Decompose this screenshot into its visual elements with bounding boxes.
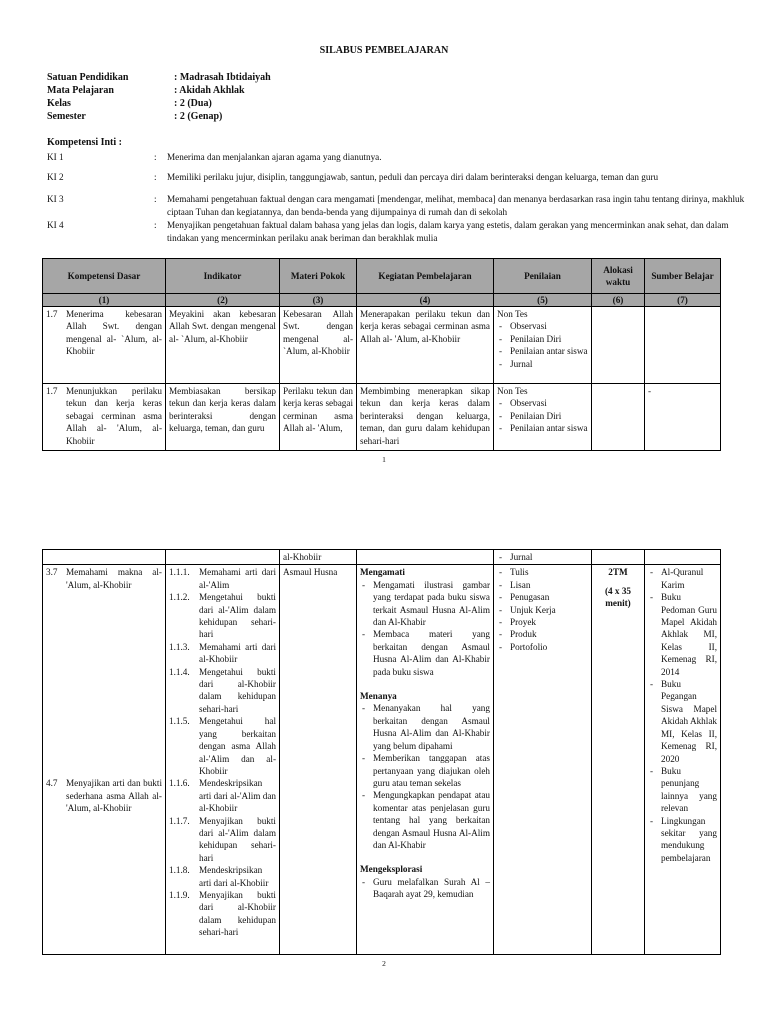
kd-cell [43, 384, 166, 451]
alokasi-cell [592, 550, 645, 565]
column-number: (5) [494, 294, 592, 307]
list-item: - Observasi [497, 320, 588, 332]
indikator-number: 1.1.8. [169, 865, 190, 876]
kd-number: 1.7 [46, 309, 58, 319]
kd-cell [43, 550, 166, 565]
column-header: Alokasi waktu [592, 259, 645, 294]
list-item: - Penilaian Diri [497, 333, 588, 345]
ki-code: KI 1 [47, 152, 64, 162]
alokasi-detail: (4 x 35 menit) [604, 585, 632, 609]
list-item: - Observasi [497, 397, 588, 409]
indikator-text: Memahami arti dari al-Khobiir [199, 641, 276, 665]
indikator-text: Mendeskripsikan arti dari al-Khobiir [199, 865, 269, 888]
kegiatan-cell [357, 565, 494, 955]
identity-label: Satuan Pendidikan [47, 72, 129, 83]
indikator-text: Mengetahui hal yang berkaitan dengan asma Allah al-'Alim dan al-Khobiir [199, 716, 276, 776]
list-item: - Jurnal [497, 551, 588, 563]
column-number: (6) [592, 294, 645, 307]
indikator-text: Menyajikan bukti dari al-'Alim dalam kehidupan sehari-hari [199, 815, 276, 863]
penilaian-cell [494, 384, 592, 451]
kegiatan-cell: Menerapakan perilaku tekun dan kerja keras sebagai cerminan asma Allah al- 'Alum, al-Khobiir [357, 307, 494, 384]
indikator-text: Menyajikan bukti dari al-Khobiir dalam kehidupan sehari-hari [199, 889, 276, 938]
list-item: - Lisan [497, 579, 588, 591]
document-title: SILABUS PEMBELAJARAN [319, 45, 449, 56]
column-header: Penilaian [494, 259, 592, 294]
list-item: - Lingkungan sekitar yang mendukung pembelajaran [648, 815, 717, 865]
penilaian-list [497, 551, 588, 563]
identity-value: : Akidah Akhlak [174, 85, 245, 96]
indikator-text: Memahami arti dari al-'Alim [199, 567, 276, 590]
column-number-row [43, 294, 721, 307]
list-item: - Unjuk Kerja [497, 604, 588, 616]
sumber-cell: - [645, 384, 721, 451]
indikator-number: 1.1.7. [169, 815, 190, 826]
identity-label: Kelas [47, 98, 71, 109]
identity-row [47, 84, 271, 97]
indikator-number: 1.1.5. [169, 716, 190, 727]
page-number: 1 [382, 455, 386, 464]
identity-row [47, 97, 271, 110]
column-header: Kompetensi Dasar [43, 259, 166, 294]
list-item [169, 864, 276, 889]
ki-text: Menerima dan menjalankan ajaran agama yang dianutnya. [167, 152, 382, 162]
penilaian-cell [494, 307, 592, 384]
ki-text: Memiliki perilaku jujur, disiplin, tanggungjawab, santun, peduli dan percaya diri dalam berinteraksi dengan keluarga, teman dan guru [167, 172, 659, 182]
list-item: - Menanyakan hal yang berkaitan dengan Asmaul Husna Al-Alim dan Al-Khabir yang belum dipahami [360, 702, 490, 752]
list-item: - Portofolio [497, 641, 588, 653]
document-page-1 [0, 0, 768, 480]
kd-text: Menerima kebesaran Allah Swt. dengan mengenal al- `Alum, al-Khobiir [66, 309, 162, 357]
syllabus-table-page-2 [42, 549, 721, 955]
list-item: - Al-Quranul Karim [648, 566, 717, 591]
kd-text: Menyajikan arti dan bukti sederhana asma Allah al-'Alum, al-Khobiir [66, 778, 162, 814]
list-item: - Memberikan tanggapan atas pertanyaan yang diajukan oleh guru atau teman sekelas [360, 752, 490, 789]
kegiatan-heading: Menanya [360, 691, 397, 702]
indikator-text: Mengetahui bukti dari al-'Alim dalam kehidupan sehari-hari [199, 592, 276, 640]
ki-code: KI 2 [47, 172, 64, 182]
column-header: Kegiatan Pembelajaran [357, 259, 494, 294]
identity-row [47, 110, 271, 123]
ki-colon: : [154, 172, 157, 182]
identity-row [47, 71, 271, 84]
alokasi-cell [592, 384, 645, 451]
identity-label: Mata Pelajaran [47, 85, 114, 96]
list-item: - Jurnal [497, 358, 588, 370]
column-number: (7) [645, 294, 721, 307]
kegiatan-list [360, 579, 490, 678]
list-item: - Produk [497, 628, 588, 640]
kd-number: 1.7 [46, 386, 58, 396]
materi-cell: Perilaku tekun dan kerja keras sebagai cerminan asma Allah al- 'Alum, [280, 384, 357, 451]
kd-number: 3.7 [46, 567, 58, 578]
list-item [169, 566, 276, 591]
materi-cell: al-Khobiir [280, 550, 357, 565]
list-item [169, 889, 276, 939]
list-item: - Mengungkapkan pendapat atau komentar atas penjelasan guru tentang hal yang berkaitan dengan Asmaul Husna Al-Alim dan Al-Khabir [360, 789, 490, 851]
kegiatan-heading: Mengeksplorasi [360, 864, 423, 875]
list-item: - Guru melafalkan Surah Al – Baqarah ayat 29, kemudian [360, 876, 490, 901]
column-header: Materi Pokok [280, 259, 357, 294]
kd-item [46, 385, 162, 447]
penilaian-list [497, 320, 588, 370]
list-item [169, 777, 276, 814]
alokasi-value: 2TM [608, 567, 628, 578]
kegiatan-cell: Membimbing menerapkan sikap tekun dan kerja keras dalam berinteraksi dengan keluarga, teman, dan guru dalam kehidupan sehari-hari [357, 384, 494, 451]
column-header: Indikator [166, 259, 280, 294]
indikator-cell: Meyakini akan kebesaran Allah Swt. dengan mengenal al- `Alum, al-Khobiir [166, 307, 280, 384]
materi-cell: Asmaul Husna [280, 565, 357, 955]
list-item: - Penilaian antar siswa [497, 345, 588, 357]
sumber-cell [645, 307, 721, 384]
list-item: - Membaca materi yang berkaitan dengan Asmaul Husna Al-Alim dan Al-Khabir pada buku siswa [360, 628, 490, 678]
document-page-2 [0, 540, 768, 1024]
ki-heading: Kompetensi Inti : [47, 137, 122, 148]
identity-value: : 2 (Genap) [174, 111, 223, 122]
list-item [169, 591, 276, 641]
penilaian-list [497, 397, 588, 434]
indikator-text: Mendeskripsikan arti dari al-'Alim dan al-Khobiir [199, 778, 276, 814]
page-number: 2 [382, 959, 386, 968]
indikator-number: 1.1.2. [169, 592, 190, 603]
table-row [43, 565, 721, 955]
indikator-number: 1.1.4. [169, 666, 190, 677]
indikator-number: 1.1.1. [169, 567, 190, 578]
list-item: - Penugasan [497, 591, 588, 603]
indikator-cell [166, 565, 280, 955]
materi-cell: Kebesaran Allah Swt. dengan mengenal al-`Alum, al-Khobiir [280, 307, 357, 384]
column-number: (4) [357, 294, 494, 307]
indikator-list [169, 566, 276, 938]
penilaian-heading: Non Tes [497, 309, 528, 319]
penilaian-list [497, 566, 588, 653]
list-item: - Penilaian Diri [497, 410, 588, 422]
kegiatan-heading: Mengamati [360, 567, 405, 578]
list-item: - Penilaian antar siswa [497, 422, 588, 434]
ki-code: KI 4 [47, 220, 64, 230]
ki-colon: : [154, 152, 157, 162]
list-item [169, 815, 276, 865]
table-row [43, 550, 721, 565]
identity-label: Semester [47, 111, 86, 122]
indikator-cell: Membiasakan bersikap tekun dan kerja keras dalam berinteraksi dengan keluarga, teman, dan guru [166, 384, 280, 451]
sumber-cell [645, 565, 721, 955]
table-row [43, 307, 721, 384]
kd-item [46, 308, 162, 358]
penilaian-heading: Non Tes [497, 386, 528, 396]
ki-colon: : [154, 194, 157, 204]
sumber-list [648, 566, 717, 864]
indikator-number: 1.1.3. [169, 641, 190, 652]
identity-value: : Madrasah Ibtidaiyah [174, 72, 271, 83]
identity-block [47, 71, 271, 123]
list-item [169, 715, 276, 777]
alokasi-cell [592, 565, 645, 955]
identity-value: : 2 (Dua) [174, 98, 212, 109]
indikator-number: 1.1.9. [169, 889, 190, 900]
kegiatan-list [360, 702, 490, 851]
list-item: - Buku Pedoman Guru Mapel Akidah Akhlak MI, Kelas II, Kemenag RI, 2014 [648, 591, 717, 678]
list-item: - Buku penunjang lainnya yang relevan [648, 765, 717, 815]
kegiatan-cell [357, 550, 494, 565]
penilaian-cell [494, 550, 592, 565]
list-item [169, 666, 276, 716]
indikator-text: Mengetahui bukti dari al-Khobiir dalam kehidupan sehari-hari [199, 666, 276, 714]
syllabus-table-page-1 [42, 258, 721, 451]
kd-text: Memahami makna al-'Alum, al-Khobiir [66, 567, 162, 590]
ki-code: KI 3 [47, 194, 64, 204]
kd-text: Menunjukkan perilaku tekun dan kerja keras sebagai cerminan asma Allah al- 'Alum, al-Khobiir [66, 386, 162, 446]
list-item: - Proyek [497, 616, 588, 628]
column-number: (1) [43, 294, 166, 307]
kegiatan-list [360, 876, 490, 901]
list-item: - Buku Pegangan Siswa Mapel Akidah Akhlak MI, Kelas II, Kemenag RI, 2020 [648, 678, 717, 765]
column-number: (3) [280, 294, 357, 307]
sumber-cell [645, 550, 721, 565]
ki-text: Menyajikan pengetahuan faktual dalam bahasa yang jelas dan logis, dalam karya yang estetis, dalam gerakan yang mencerminkan anak sehat, dan dalam tindakan yang mencerminkan perilaku anak beriman dan berakhlak mulia [167, 220, 729, 243]
ki-text: Memahami pengetahuan faktual dengan cara mengamati [mendengar, melihat, membaca] dan menanya berdasarkan rasa ingin tahu tentang dirinya, makhluk ciptaan Tuhan dan kegiatannya, dan benda-benda yang dijumpainya di rumah dan di sekolah [167, 194, 745, 217]
ki-colon: : [154, 220, 157, 230]
kd-cell [43, 307, 166, 384]
column-number: (2) [166, 294, 280, 307]
table-header-row [43, 259, 721, 294]
penilaian-cell [494, 565, 592, 955]
kd-item [46, 777, 162, 814]
kd-number: 4.7 [46, 778, 58, 789]
kd-item [46, 566, 162, 591]
list-item [169, 641, 276, 666]
alokasi-cell [592, 307, 645, 384]
indikator-cell [166, 550, 280, 565]
indikator-number: 1.1.6. [169, 778, 190, 789]
column-header: Sumber Belajar [645, 259, 721, 294]
list-item: - Tulis [497, 566, 588, 578]
list-item: - Mengamati ilustrasi gambar yang terdapat pada buku siswa terkait Asmaul Husna Al-Alim dan Al-Khabir [360, 579, 490, 629]
table-row [43, 384, 721, 451]
kd-cell [43, 565, 166, 955]
